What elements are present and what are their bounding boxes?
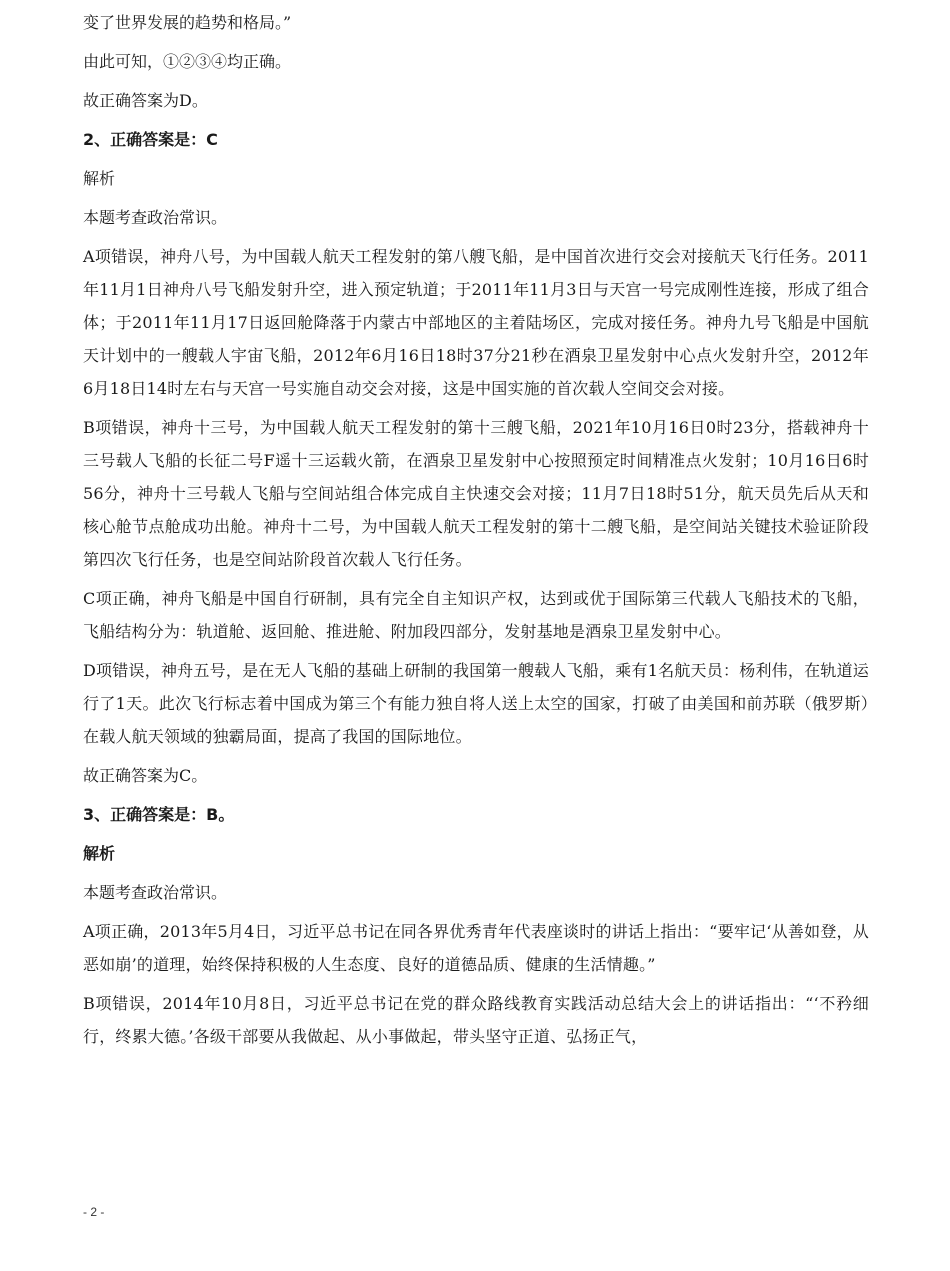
option-c-paragraph: C项正确，神舟飞船是中国自行研制，具有完全自主知识产权，达到或优于国际第三代载人飞船技术的飞船，飞船结构分为：轨道舱、返回舱、推进舱、附加段四部分，发射基地是酒泉卫星发射中心。 (83, 589, 869, 641)
topic-line: 本题考查政治常识。 (83, 208, 228, 227)
document-body (83, 6, 869, 1059)
question-2-heading: 2、正确答案是：C (83, 130, 218, 149)
option-a-paragraph: A项错误，神舟八号，为中国载人航天工程发射的第八艘飞船，是中国首次进行交会对接航天飞行任务。2011年11月1日神舟八号飞船发射升空，进入预定轨道；于2011年11月3日与天宫一号完成刚性连接，形成了组合体；于2011年11月17日返回舱降落于内蒙古中部地区的主着陆场区，完成对接任务。神舟九号飞船是中国航天计划中的一艘载人宇宙飞船，2012年6月16日18时37分21秒在酒泉卫星发射中心点火发射升空，2012年6月18日14时左右与天宫一号实施自动交会对接，这是中国实施的首次载人空间交会对接。 (83, 247, 869, 398)
analysis-label-bold: 解析 (83, 844, 116, 863)
page-number: - 2 - (83, 1205, 105, 1219)
paragraph-continuation: 变了世界发展的趋势和格局。” (83, 13, 292, 32)
q3-option-a-paragraph: A项正确，2013年5月4日，习近平总书记在同各界优秀青年代表座谈时的讲话上指出：“要牢记‘从善如登，从恶如崩’的道理，始终保持积极的人生态度、良好的道德品质、健康的生活情趣。” (83, 922, 869, 974)
q3-option-b-paragraph: B项错误，2014年10月8日，习近平总书记在党的群众路线教育实践活动总结大会上的讲话指出：“‘不矜细行，终累大德。’各级干部要从我做起、从小事做起，带头坚守正道、弘扬正气， (83, 994, 869, 1046)
paragraph-conclusion: 由此可知，①②③④均正确。 (83, 52, 292, 71)
analysis-label: 解析 (83, 169, 116, 188)
paragraph-answer-1: 故正确答案为D。 (83, 91, 208, 110)
topic-line-2: 本题考查政治常识。 (83, 883, 228, 902)
option-b-paragraph: B项错误，神舟十三号，为中国载人航天工程发射的第十三艘飞船，2021年10月16日0时23分，搭载神舟十三号载人飞船的长征二号F遥十三运载火箭，在酒泉卫星发射中心按照预定时间精准点火发射；10月16日6时56分，神舟十三号载人飞船与空间站组合体完成自主快速交会对接；11月7日18时51分，航天员先后从天和核心舱节点舱成功出舱。神舟十二号，为中国载人航天工程发射的第十二艘飞船，是空间站关键技术验证阶段第四次飞行任务，也是空间站阶段首次载人飞行任务。 (83, 418, 869, 569)
question-3-heading: 3、正确答案是：B。 (83, 805, 235, 824)
option-d-paragraph: D项错误，神舟五号，是在无人飞船的基础上研制的我国第一艘载人飞船，乘有1名航天员：杨利伟，在轨道运行了1天。此次飞行标志着中国成为第三个有能力独自将人送上太空的国家，打破了由美国和前苏联（俄罗斯）在载人航天领域的独霸局面，提高了我国的国际地位。 (83, 661, 869, 746)
paragraph-answer-2: 故正确答案为C。 (83, 766, 208, 785)
